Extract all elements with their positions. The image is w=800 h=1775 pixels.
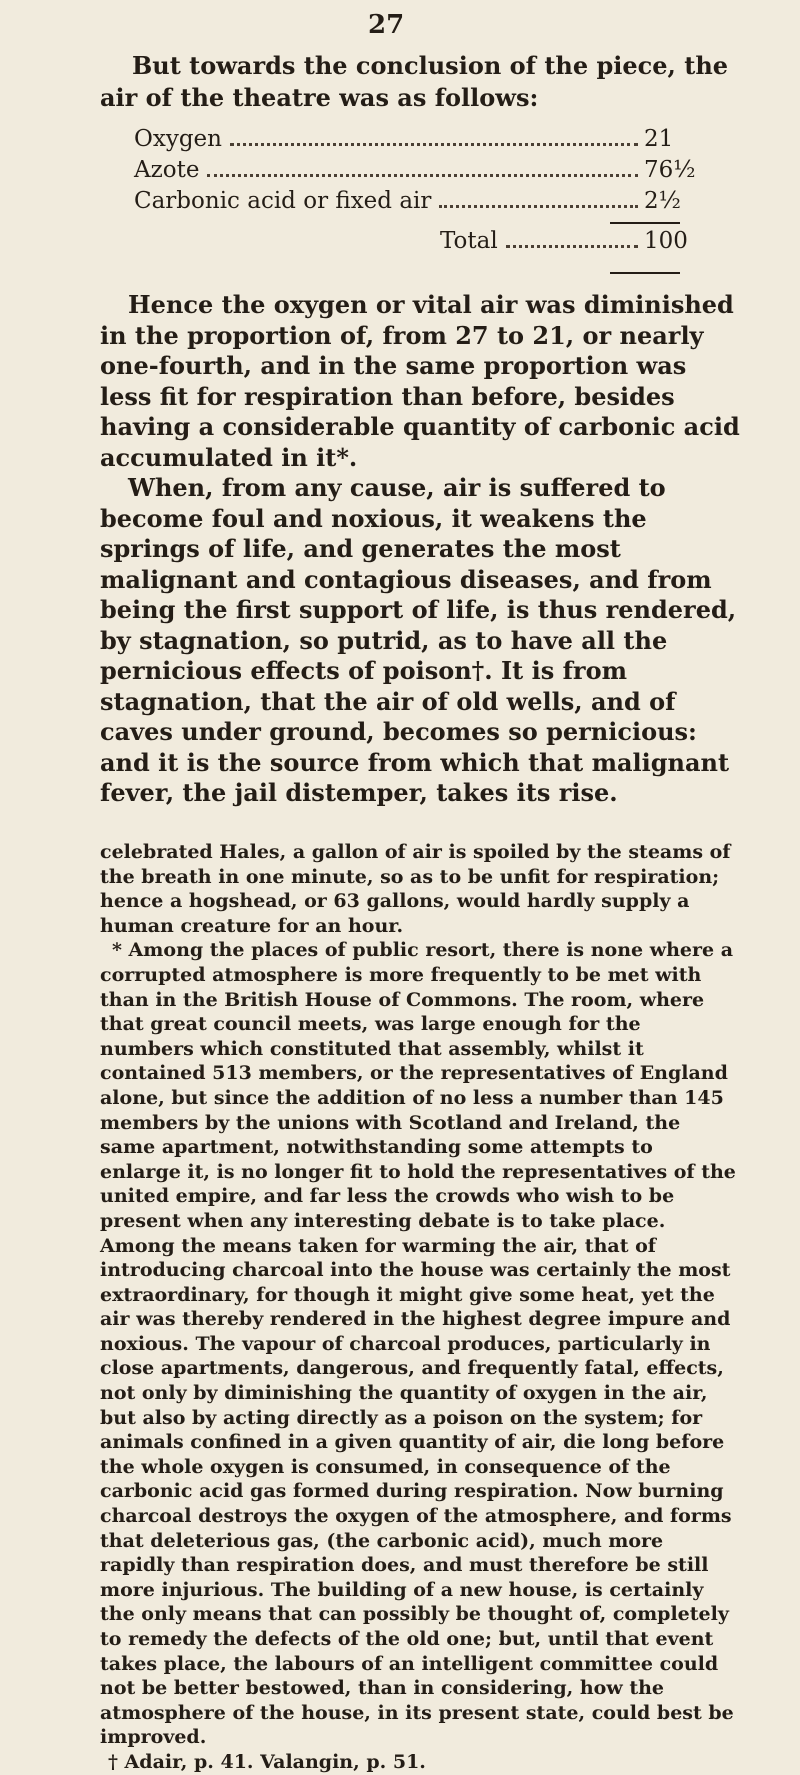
main-text [100,290,740,809]
table-row-azote [134,157,694,188]
paragraph: When, from any cause, air is suffered to become foul and noxious, it weakens the springs of life, and generates the most malignant and contagious diseases, and from being the first support of life, is thus rendered, by stagnation, so putrid, as to have all the pernicious effects of poison†. It is from stagnation, that the air of old wells, and of caves under ground, becomes so pernicious: and it is the source from which that malignant fever, the jail distemper, takes its rise. [100,473,737,807]
dot-leader [506,245,638,248]
footnote-continued: celebrated Hales, a gallon of air is spoiled by the steams of the breath in one minute, so as to be unfit for respiration; hence a hogshead, or 63 gallons, would hardly supply a human creature for an hour. [100,841,731,937]
sum-rule-top [610,222,680,224]
row-value: 21 [644,126,674,152]
footnote-dagger: † Adair, p. 41. Valangin, p. 51. [108,1750,426,1773]
dot-leader [439,205,638,208]
table-row-oxygen [134,126,694,157]
row-value: 76½ [644,157,696,183]
intro-paragraph: But towards the conclusion of the piece, the air of the theatre was as follows: [100,51,729,112]
row-value: 2½ [644,188,681,214]
total-value: 100 [644,228,688,254]
paragraph: Hence the oxygen or vital air was diminished in the proportion of, from 27 to 21, or nearly one-fourth, and in the same proportion was less fit for respiration than before, besides having a considerable quantity of carbonic acid accumulated in it*. [100,290,740,472]
page-number: 27 [368,10,405,40]
footnote-star: * Among the places of public resort, there is none where a corrupted atmosphere is more frequently to be met with than in the British House of Commons. The room, where that great council meets, was large enough for the numbers which constituted that assembly, whilst it contained 513 members, or the representatives of England alone, but since the addition of no less a number than 145 members by the unions with Scotland and Ireland, the same apartment, notwithstanding some attempts to enlarge it, is no longer fit to hold the representatives of the united empire, and far less the crowds who wish to be present when any interesting debate is to take place. Among the means taken for warming the air, that of introducing charcoal into the house was certainly the most extraordinary, for though it might give some heat, yet the air was thereby rendered in the highest degree impure and noxious. The vapour of charcoal produces, particularly in close apartments, dangerous, and frequently fatal, effects, not only by diminishing the quantity of oxygen in the air, but also by acting directly as a poison on the system; for animals confined in a given quantity of air, die long before the whole oxygen is consumed, in consequence of the carbonic acid gas formed during respiration. Now burning charcoal destroys the oxygen of the atmosphere, and forms that deleterious gas, (the carbonic acid), much more rapidly than respiration does, and must therefore be still more injurious. The building of a new house, is certainly the only means that can possibly be thought of, completely to remedy the defects of the old one; but, until that event takes place, the labours of an intelligent committee could not be better bestowed, than in considering, how the atmosphere of the house, in its present state, could best be improved. [100,939,736,1749]
dot-leader [207,174,638,177]
dot-leader [230,143,638,146]
row-label: Oxygen [134,126,222,152]
row-label: Carbonic acid or fixed air [134,188,432,214]
table-row-carbonic-acid [134,188,694,219]
table-total-row [440,228,694,259]
sum-rule-bottom [610,272,680,274]
air-composition-table [134,126,694,219]
total-label: Total [440,228,498,254]
footnotes [100,840,740,1775]
row-label: Azote [134,157,200,183]
